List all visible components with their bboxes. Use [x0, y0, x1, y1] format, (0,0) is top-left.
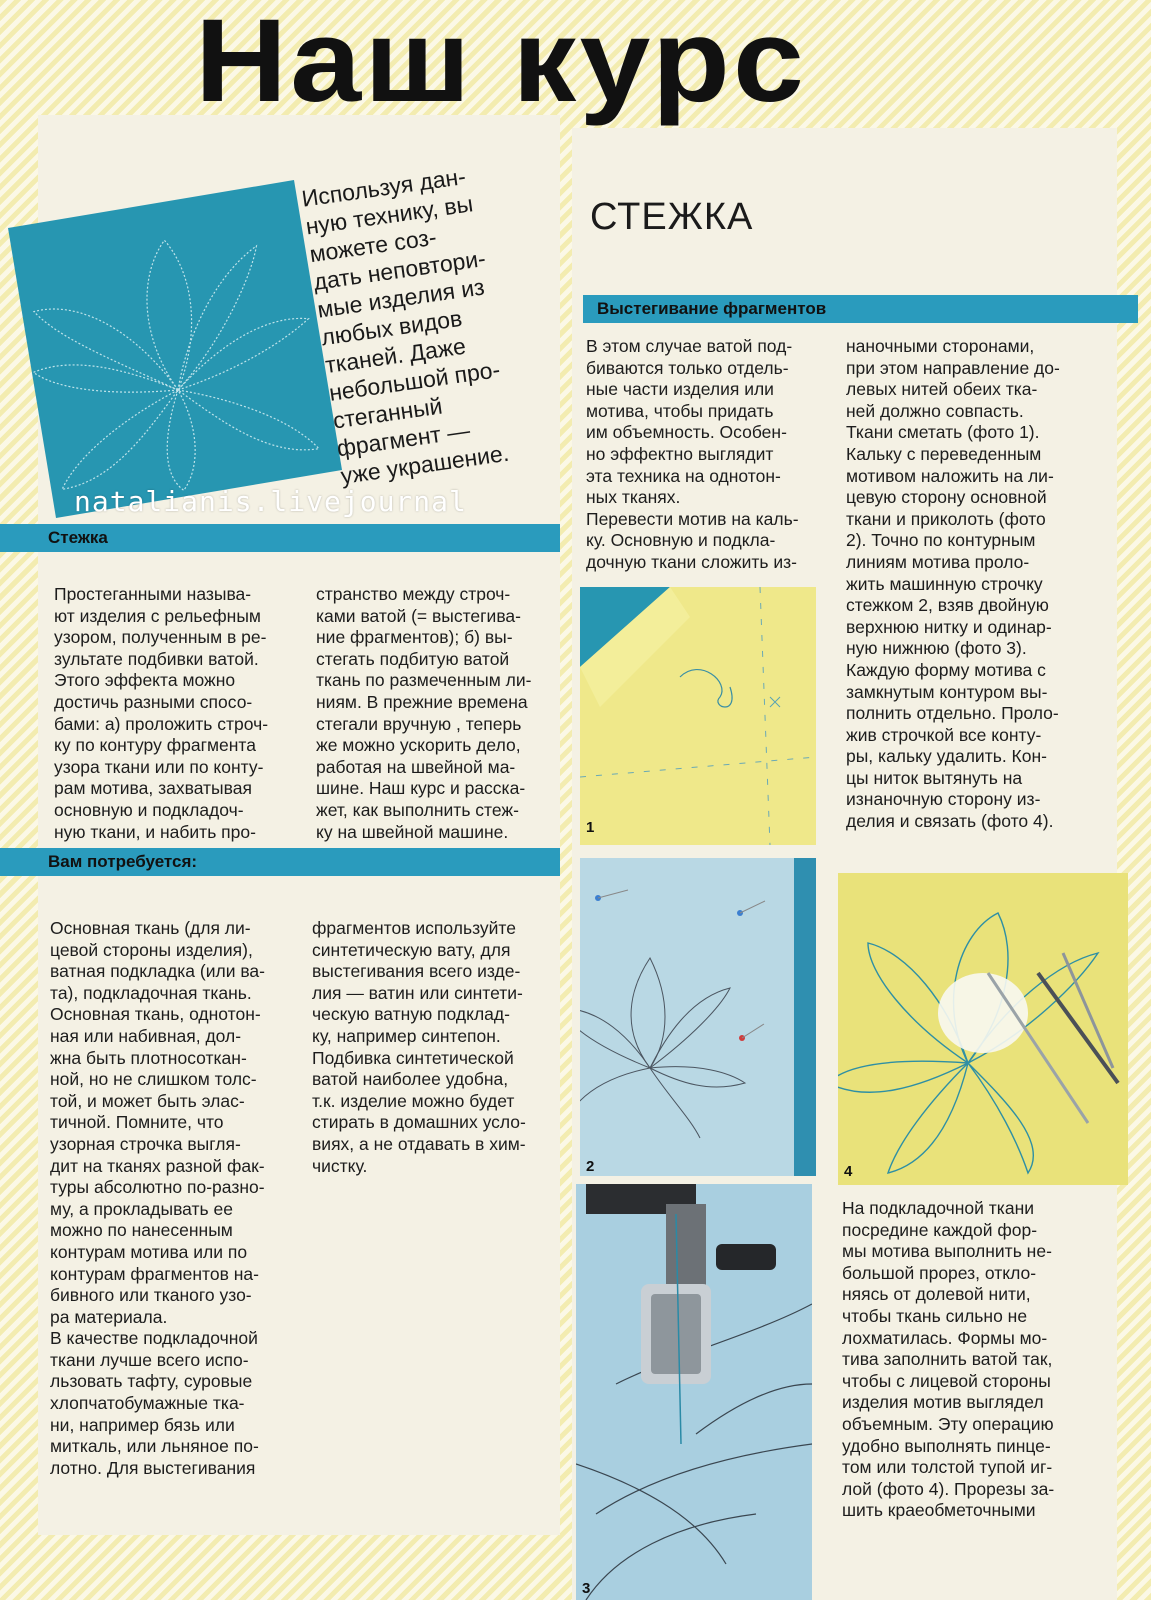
- needed-col1: Основная ткань (для ли- цевой стороны изделия), ватная подкладка (или ва- та), подкладочная ткань. Основная ткань, однотон- ная или набивная, дол- жна быть плотносоткан- ной, но не слишком толс- той, и может быть элас- тичной. Помните, что узорная строчка выгля- дит на тканях разной фак- туры абсолютно по-разно- му, а прокладывать ее можно по нанесенным контурам мотива или по контурам фрагментов на- бивного или тканого узо- ра материала. В качестве подкладочной ткани лучше всего испо- льзовать тафту, суровые хлопчатобумажные тка- ни, например бязь или миткаль, или льняное по- лотно. Для выстегивания: [50, 918, 265, 1478]
- photo-3: [576, 1184, 812, 1600]
- page-title: Наш курс: [195, 0, 808, 127]
- stezhka-col2: странство между строч- ками ватой (= выстегива- ние фрагментов); б) вы- стегать подбитую ватой ткань по размеченным ли- ниям. В прежние времена стегали вручную , теперь же можно ускорить дело, работая на швейной ма- шине. Наш курс и расска- жет, как выполнить стеж- ку на швейной машине.: [316, 584, 532, 842]
- section-heading-needed: Вам потребуется:: [0, 848, 560, 876]
- photo-4: [838, 873, 1128, 1185]
- photo-3-number: 3: [582, 1580, 591, 1597]
- fragments-col3: На подкладочной ткани посредине каждой фор- мы мотива выполнить не- большой прорез, откло- няясь от долевой нити, чтобы ткань сильно не лохматилась. Формы мо- тива заполнить ватой так, чтобы с лицевой стороны изделия мотив выглядел объемным. Эту операцию удобно выполнять пинце- том или толстой тупой иг- лой (фото 4). Прорезы за- шить краеобметочными: [842, 1198, 1055, 1521]
- photo-1: [580, 587, 816, 845]
- needed-col2: фрагментов используйте синтетическую вату, для выстегивания всего изде- лия — ватин или синтети- ческую ватную подклад- ку, например синтепон. Подбивка синтетической ватой наиболее удобна, т.к. изделие можно будет стирать в домашних усло- виях, а не отдавать в хим- чистку.: [312, 918, 526, 1176]
- fragments-col2: наночными сторонами, при этом направление до- левых нитей обеих тка- ней должно совпасть. Ткани сметать (фото 1). Кальку с переведенным мотивом наложить на ли- цевую сторону основной ткани и приколоть (фото 2). Точно по контурным линиям мотива проло- жить машинную строчку стежком 2, взяв двойную верхнюю нитку и одинар- ную нижнюю (фото 3). Каждую форму мотива с замкнутым контуром вы- полнить отдельно. Проло- жив строчкой все конту- ры, кальку удалить. Кон- цы ниток вытянуть на изнаночную сторону из- делия и связать (фото 4).: [846, 336, 1060, 832]
- watermark: natalianis.livejournal: [74, 485, 467, 518]
- intro-text: Используя дан- ную технику, вы можете соз- дать неповтори- мые изделия из любых видов тканей. Даже небольшой про- стеганный фрагмент — уже украшение.: [300, 163, 511, 490]
- stezhka-col1: Простеганными называ- ют изделия с рельефным узором, полученным в ре- зультате подбивки ватой. Этого эффекта можно достичь разными спосо- бами: а) проложить строч- ку по контуру фрагмента узора ткани или по конту- рам мотива, захватывая основную и подкладоч- ную ткани, и набить про-: [54, 584, 269, 842]
- photo-1-number: 1: [586, 819, 595, 836]
- quilted-sample-image: [8, 180, 358, 530]
- photo-4-number: 4: [844, 1163, 853, 1180]
- section-heading-stezhka: Стежка: [0, 524, 560, 552]
- photo-2-number: 2: [586, 1158, 595, 1175]
- photo-2: [580, 858, 816, 1176]
- section-heading-fragments: Выстегивание фрагментов: [583, 295, 1138, 323]
- subtitle: СТЕЖКА: [590, 196, 754, 238]
- fragments-col1: В этом случае ватой под- биваются только отдель- ные части изделия или мотива, чтобы придать им объемность. Особен- но эффектно выглядит эта техника на однотон- ных тканях. Перевести мотив на каль- ку. Основную и подкла- дочную ткани сложить из-: [586, 336, 799, 572]
